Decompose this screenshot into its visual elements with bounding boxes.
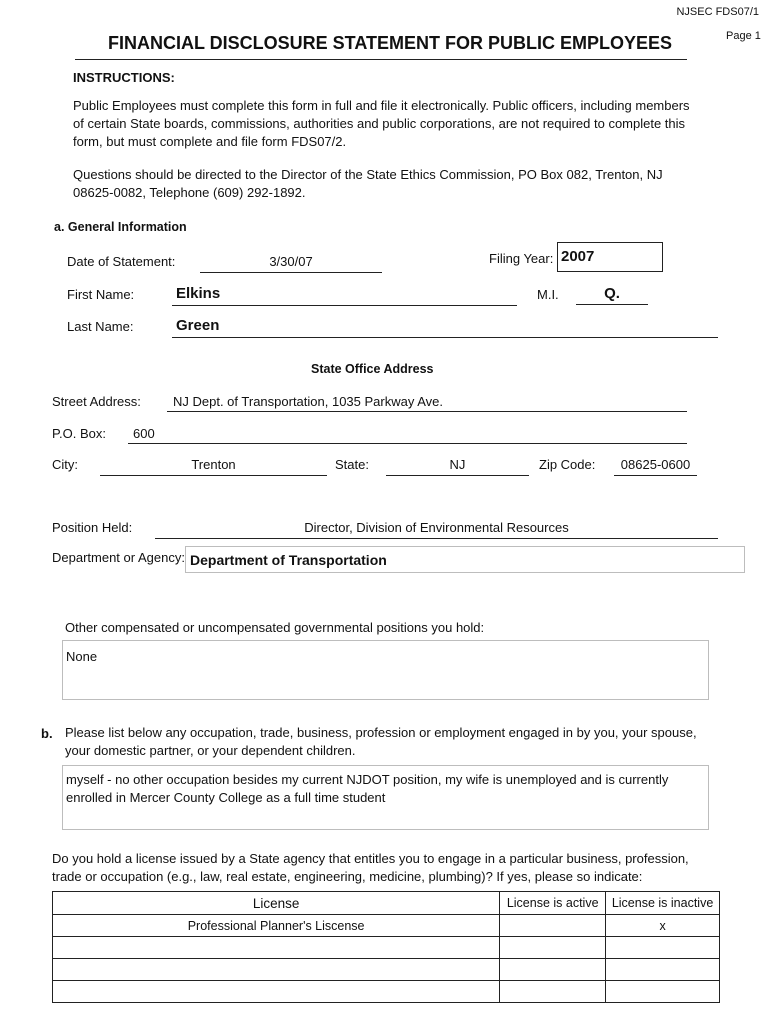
first-name-field[interactable]: Elkins	[176, 285, 221, 302]
license-inactive-cell[interactable]	[606, 959, 720, 981]
last-name-field[interactable]: Green	[176, 317, 220, 334]
occupation-question: Please list below any occupation, trade, business, profession or employment engaged in by you, your spouse, your domestic partner, or your dependent children.	[65, 725, 697, 758]
license-inactive-cell[interactable]	[606, 937, 720, 959]
department-field[interactable]	[185, 546, 745, 573]
last-name-label: Last Name:	[67, 319, 134, 334]
other-positions-value: None	[66, 649, 98, 664]
state-field[interactable]: NJ	[449, 457, 466, 472]
po-box-label: P.O. Box:	[52, 426, 106, 441]
city-label: City:	[52, 457, 78, 472]
other-positions-label: Other compensated or uncompensated governmental positions you hold:	[65, 620, 485, 635]
license-name-cell[interactable]	[53, 937, 500, 959]
middle-initial-field[interactable]: Q.	[604, 285, 620, 302]
position-held-underline	[155, 538, 718, 539]
state-underline	[386, 475, 529, 476]
title-underline	[75, 59, 687, 60]
position-held-label: Position Held:	[52, 520, 133, 535]
license-inactive-cell[interactable]: x	[606, 915, 720, 937]
filing-year-field[interactable]	[557, 242, 663, 272]
license-active-column-header: License is active	[500, 892, 606, 915]
city-underline	[100, 475, 327, 476]
license-active-cell[interactable]	[500, 981, 606, 1003]
city-field[interactable]: Trenton	[191, 457, 236, 472]
position-held-field[interactable]: Director, Division of Environmental Resources	[304, 520, 569, 535]
license-active-cell[interactable]	[500, 937, 606, 959]
license-inactive-column-header: License is inactive	[606, 892, 720, 915]
first-name-label: First Name:	[67, 287, 135, 302]
license-name-cell[interactable]	[53, 981, 500, 1003]
instructions-paragraph-2: Questions should be directed to the Director of the State Ethics Commission, PO Box 082, Trenton, NJ 08625-0082, Telephone (609) 292-1892.	[73, 167, 663, 200]
filing-year-label: Filing Year:	[489, 251, 554, 266]
license-name-cell[interactable]: Professional Planner's Liscense	[53, 915, 500, 937]
occupation-answer-value: myself - no other occupation besides my current NJDOT position, my wife is unemployed and is currently enrolled in Mercer County College as a full time student	[66, 772, 669, 805]
department-value: Department of Transportation	[190, 552, 387, 568]
street-address-underline	[167, 411, 687, 412]
instructions-paragraph-1: Public Employees must complete this form in full and file it electronically. Public officers, including members of certain State boards, commissions, authorities and public corporations, are not required to complete this form, but must complete and file form FDS07/2.	[73, 98, 690, 149]
zip-code-label: Zip Code:	[539, 457, 596, 472]
state-label: State:	[335, 457, 369, 472]
first-name-underline	[172, 305, 517, 306]
license-name-cell[interactable]	[53, 959, 500, 981]
table-row	[53, 981, 720, 1003]
license-column-header: License	[53, 892, 500, 915]
middle-initial-underline	[576, 304, 648, 305]
license-table-header	[53, 892, 720, 915]
section-b-marker: b.	[41, 726, 53, 741]
middle-initial-label: M.I.	[537, 287, 559, 302]
po-box-field[interactable]: 600	[133, 426, 155, 441]
filing-year-value: 2007	[561, 248, 595, 265]
date-of-statement-label: Date of Statement:	[67, 254, 176, 269]
form-title: FINANCIAL DISCLOSURE STATEMENT FOR PUBLIC EMPLOYEES	[108, 33, 673, 53]
date-of-statement-underline	[200, 272, 382, 273]
state-office-address-heading: State Office Address	[311, 362, 434, 376]
other-positions-field[interactable]	[62, 640, 709, 700]
zip-code-field[interactable]: 08625-0600	[620, 457, 691, 472]
table-row	[53, 959, 720, 981]
license-inactive-cell[interactable]	[606, 981, 720, 1003]
zip-code-underline	[614, 475, 697, 476]
license-active-cell[interactable]	[500, 959, 606, 981]
form-code: NJSEC FDS07/1	[676, 6, 759, 18]
table-row	[53, 937, 720, 959]
street-address-label: Street Address:	[52, 394, 141, 409]
occupation-answer-field[interactable]	[62, 765, 709, 830]
instructions-heading: INSTRUCTIONS:	[73, 70, 175, 85]
last-name-underline	[172, 337, 718, 338]
department-label: Department or Agency:	[52, 550, 185, 565]
license-active-cell[interactable]	[500, 915, 606, 937]
street-address-field[interactable]: NJ Dept. of Transportation, 1035 Parkway Ave.	[173, 394, 444, 409]
license-question: Do you hold a license issued by a State agency that entitles you to engage in a particular business, profession, trade or occupation (e.g., law, real estate, engineering, medicine, plumbing)? If yes, please so indicate:	[52, 851, 689, 884]
table-row	[53, 915, 720, 937]
page-number: Page 1	[726, 30, 761, 42]
date-of-statement-field[interactable]: 3/30/07	[269, 254, 313, 269]
po-box-underline	[128, 443, 687, 444]
license-table	[52, 891, 720, 1003]
general-info-heading: a. General Information	[54, 220, 187, 234]
